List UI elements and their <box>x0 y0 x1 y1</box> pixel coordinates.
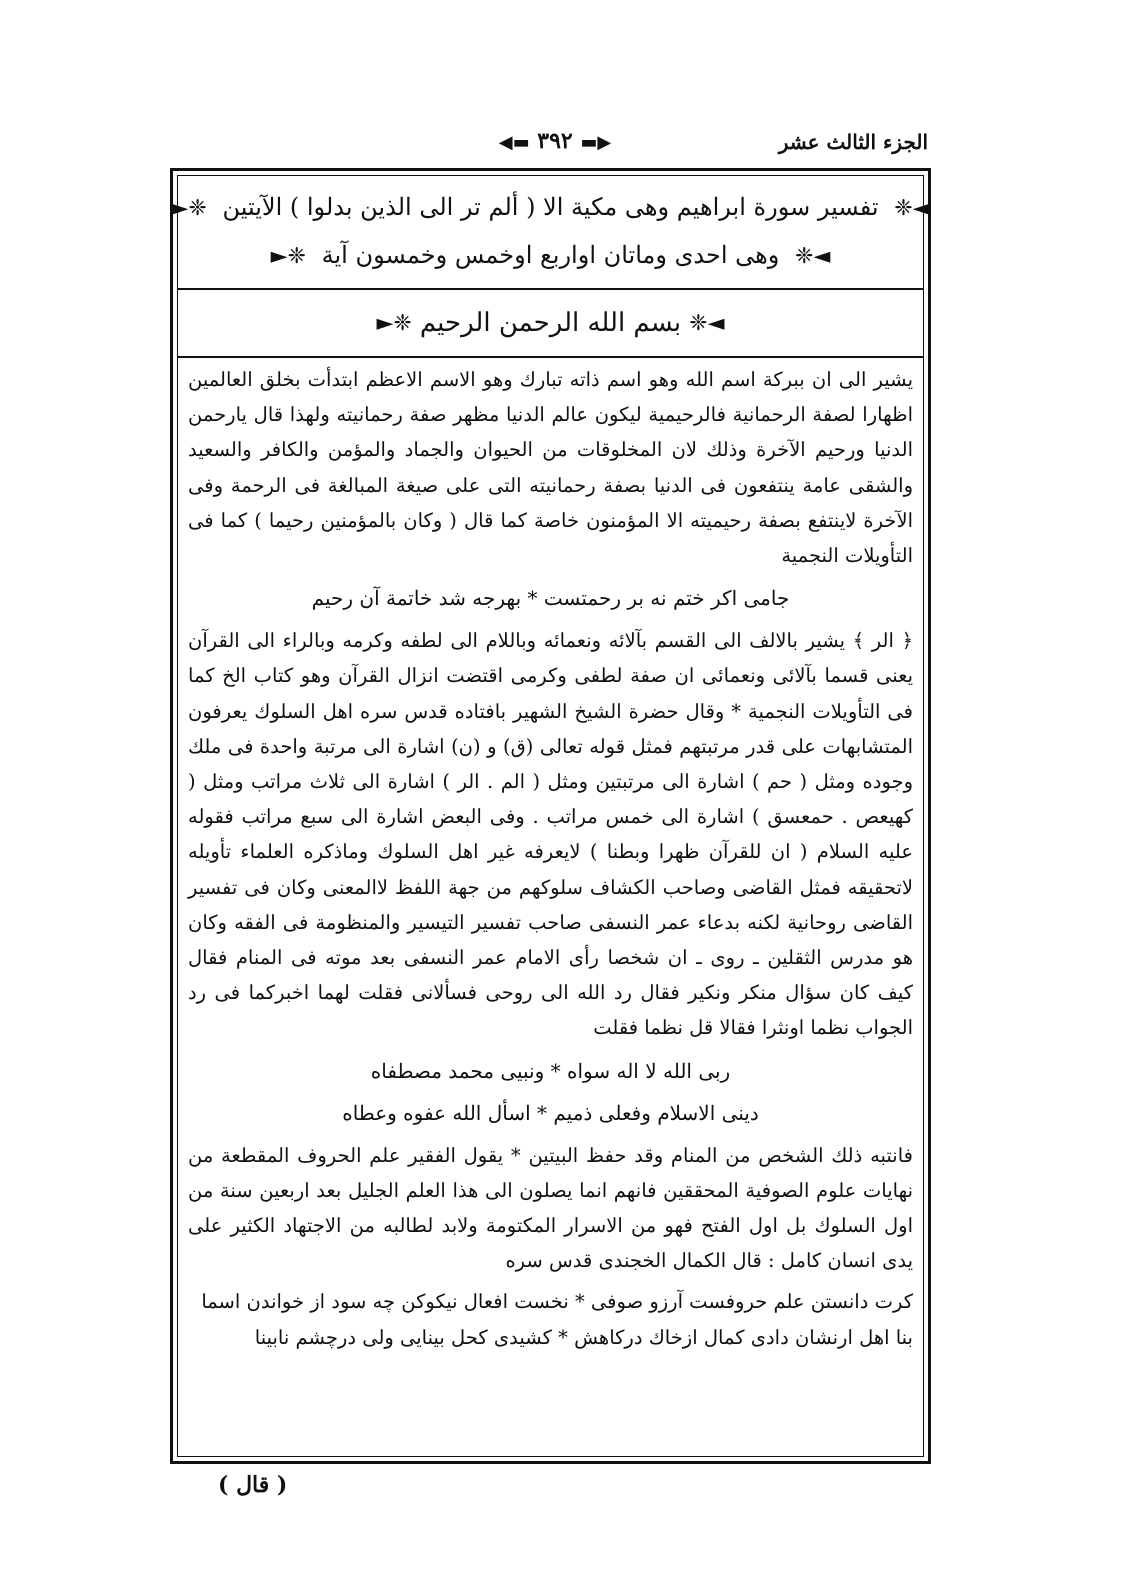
title-line-2 <box>263 232 839 280</box>
verse-3-line-2: بنا اهل ارنشان دادى كمال ازخاك دركاهش * كشيدى كحل بينايى ولى درچشم نابينا <box>254 1325 913 1349</box>
commentary-body <box>188 362 913 1450</box>
ornament-left-icon: ◀▬ <box>498 132 530 153</box>
paragraph-3: فانتبه ذلك الشخص من المنام وقد حفظ البيتين * يقول الفقير علم الحروف المقطعة من نهايات علوم الصوفية المحققين فانهم انما يصلون الى هذا العلم الجليل بعد اربعين سنة من اول السلوك بل اول الفتح فهو من الاسرار المكتومة ولابد لطالبه من الاجتهاد الكثير على يدى انسان كامل : قال الكمال الخجندى قدس سره <box>188 1143 913 1273</box>
ornament-icon: ❈► <box>270 244 306 269</box>
surah-title-box <box>171 176 930 290</box>
catchword: ( قال ) <box>218 1472 288 1498</box>
ornament-icon: ❈► <box>171 196 207 221</box>
verse-2-line-1: ربى الله لا اله سواه * ونبيى محمد مصطفاه <box>370 1058 731 1083</box>
page-frame <box>170 168 931 1464</box>
title-line-2-text: وهى احدى وماتان اواربع اوخمس وخمسون آية <box>321 241 780 269</box>
basmala: بسم الله الرحمن الرحيم <box>419 308 682 338</box>
page-header <box>170 126 940 166</box>
title-line-1 <box>163 184 937 232</box>
paragraph-1: يشير الى ان ببركة اسم الله وهو اسم ذاته تبارك وهو الاسم الاعظم ابتدأت بخلق العالمين اظهارا لصفة الرحمانية فالرحيمية ليكون عالم الدنيا مظهر صفة رحمانيته ولهذا قال يارحمن الدنيا ورحيم الآخرة وذلك لان المخلوقات من الحيوان والجماد والمؤمن والكافر والسعيد والشقى عامة ينتفعون فى الدنيا بصفة رحمانيته التى على صيغة المبالغة فى الرحمة وفى الآخرة لاينتفع بصفة رحيميته الا المؤمنون خاصة كما قال ( وكان بالمؤمنين رحيما ) كما فى التأويلات النجمية <box>188 368 913 568</box>
basmala-box <box>178 290 923 358</box>
page-number-block <box>170 128 940 154</box>
ornament-right-icon: ▬▶ <box>580 132 612 153</box>
title-line-1-text: تفسير سورة ابراهيم وهى مكية الا ( ألم تر الى الذين بدلوا ) الآيتين <box>222 193 879 221</box>
verse-1: جامى اكر ختم نه بر رحمتست * بهرجه شد خاتمة آن رحيم <box>311 586 790 611</box>
ornament-icon: ❈► <box>376 310 412 336</box>
inner-frame <box>171 175 930 1457</box>
verse-3-line-1: كرت دانستن علم حروفست آرزو صوفى * نخست افعال نيكوكن چه سود از خواندن اسما <box>201 1290 913 1314</box>
ornament-icon: ◄❈ <box>689 310 725 336</box>
ornament-icon: ◄❈ <box>795 244 831 269</box>
part-label: الجزء الثالث عشر <box>778 130 928 154</box>
verse-2-line-2: دينى الاسلام وفعلى ذميم * اسأل الله عفوه وعطاه <box>342 1100 759 1125</box>
ornament-icon: ◄❈ <box>894 196 930 221</box>
page-number: ٣٩٢ <box>537 128 573 154</box>
paragraph-2: ﴿ الر ﴾ يشير بالالف الى القسم بآلائه ونعمائه وباللام الى لطفه وكرمه وبالراء الى القرآن يعنى قسما بآلائى ونعمائى ان صفة لطفى وكرمى اقتضت انزال القرآن وهو كتاب الخ كما فى التأويلات النجمية * وقال حضرة الشيخ الشهير بافتاده قدس سره اهل السلوك يعرفون المتشابهات على قدر مرتبتهم فمثل قوله تعالى (ق) و (ن) اشارة الى مرتبة واحدة فى ملك وجوده ومثل ( حم ) اشارة الى مرتبتين ومثل ( الم . الر ) اشارة الى ثلاث مراتب ومثل ( كهيعص . حمعسق ) اشارة الى خمس مراتب . وفى البعض اشارة الى سبع مراتب فقوله عليه السلام ( ان للقرآن ظهرا وبطنا ) لايعرفه غير اهل السلوك وماذكره العلماء تأويله لاتحقيقه فمثل القاضى وصاحب الكشاف سلوكهم من جهة اللفظ لاالمعنى وكان فى تفسير القاضى روحانية لكنه بدعاء عمر النسفى صاحب تفسير التيسير والمنظومة فى الفقه وكان هو مدرس الثقلين ـ روى ـ ان شخصا رأى الامام عمر النسفى بعد موته فى المنام فقال كيف كان سؤال منكر ونكير فقال رد الله الى روحى فسألانى فقلت لهما اخبركما فى رد الجواب نظما اونثرا فقالا قل نظما فقلت <box>188 629 913 1040</box>
